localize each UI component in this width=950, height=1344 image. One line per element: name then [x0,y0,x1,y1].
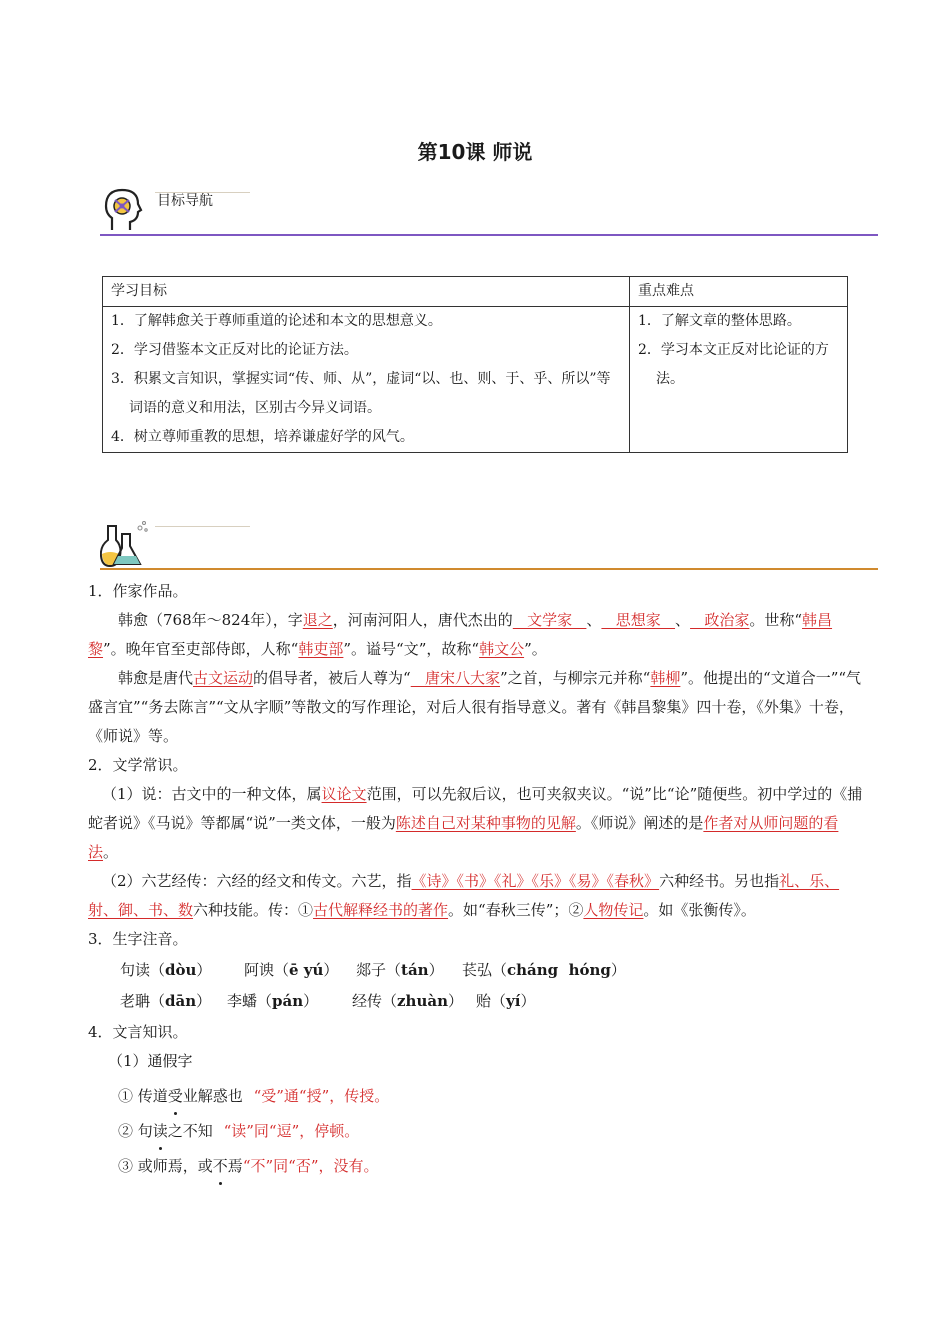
subheading-tongjia: （1）通假字 [108,1052,193,1070]
paragraph-author-bio: 韩愈（768年～824年），字退之，河南河阳人，唐代杰出的 文学家 、 思想家 、 政治家。世称“韩昌黎”。晚年官至吏部侍郎，人称“韩吏部”。谥号“文”，故称“韩文公”。 [88,611,833,658]
paragraph-author-works: 韩愈是唐代古文运动的倡导者，被后人尊为“ 唐宋八大家”之首，与柳宗元并称“韩柳”。他提出的“文道合一”“气盛言宜”“务去陈言”“文从字顺”等散文的写作理论，对后人很有指导意义。著有《韩昌黎集》四十卷，《外集》十卷，《师说》等。 [88,669,862,745]
goal-item: 1．了解韩愈关于尊师重道的论述和本文的思想意义。 [111,313,442,329]
pinyin-item: 句读（dòu） [120,961,212,979]
section-header-knowledge [100,520,878,572]
goals-cell [103,307,630,453]
head-brain-icon [100,186,144,232]
tongjia-item: ① 传道受业解惑也 “受”通“授”，传授。 [88,1082,864,1111]
heading-author: 1．作家作品。 [88,582,188,600]
section-thin-line [155,192,250,193]
table-header-goals: 学习目标 [103,277,630,307]
knowledge-content [88,577,864,1187]
section-divider [100,568,878,570]
heading-classical: 4．文言知识。 [88,1023,188,1041]
section-thin-line [155,526,250,527]
heading-literature: 2．文学常识。 [88,756,188,774]
page-title: 第10课 师说 [417,140,533,164]
goal-item: 3．积累文言知识，掌握实词“传、师、从”，虚词“以、也、则、于、乎、所以”等词语的意义和用法，区别古今异义词语。 [111,371,611,416]
pinyin-row [88,956,864,985]
paragraph-shuo: （1）说：古文中的一种文体，属议论文范围，可以先叙后议，也可夹叙夹议。“说”比“论”随便些。初中学过的《捕蛇者说》《马说》等都属“说”一类文体，一般为陈述自己对某种事物的见解。《师说》阐述的是作者对从师问题的看法。 [88,785,863,861]
table-header-keypoints: 重点难点 [630,277,848,307]
pinyin-item: 苌弘（cháng hóng） [462,961,626,979]
pinyin-row [88,987,864,1016]
lab-flask-icon [100,520,152,568]
pinyin-item: 李蟠（pán） [227,992,319,1010]
heading-pronunciation: 3．生字注音。 [88,930,188,948]
pinyin-item: 贻（yí） [476,992,536,1010]
pinyin-item: 郯子（tán） [356,961,444,979]
goals-table [102,276,848,453]
paragraph-liuyi: （2）六艺经传：六经的经文和传文。六艺，指《诗》《书》《礼》《乐》《易》《春秋》六种经书。另也指礼、乐、射、御、书、数六种技能。传：①古代解释经书的著作。如“春秋三传”；②人物传记。如《张衡传》。 [88,872,840,919]
goal-item: 4．树立尊师重教的思想，培养谦虚好学的风气。 [111,429,414,445]
pinyin-item: 老聃（dān） [120,992,212,1010]
tongjia-item: ③ 或师焉，或不焉“不”同“否”，没有。 [88,1152,864,1181]
pinyin-item: 经传（zhuàn） [352,992,463,1010]
keypoints-cell [630,307,848,453]
keypoint-item: 2．学习本文正反对比论证的方法。 [638,342,829,387]
goal-item: 2．学习借鉴本文正反对比的论证方法。 [111,342,358,358]
keypoint-item: 1．了解文章的整体思路。 [638,313,801,329]
section-divider [100,234,878,236]
pinyin-item: 阿谀（ē yú） [244,961,339,979]
tongjia-item: ② 句读之不知 “读”同“逗”，停顿。 [88,1117,864,1146]
section-header-goals [100,186,878,238]
section-label: 目标导航 [157,193,213,209]
